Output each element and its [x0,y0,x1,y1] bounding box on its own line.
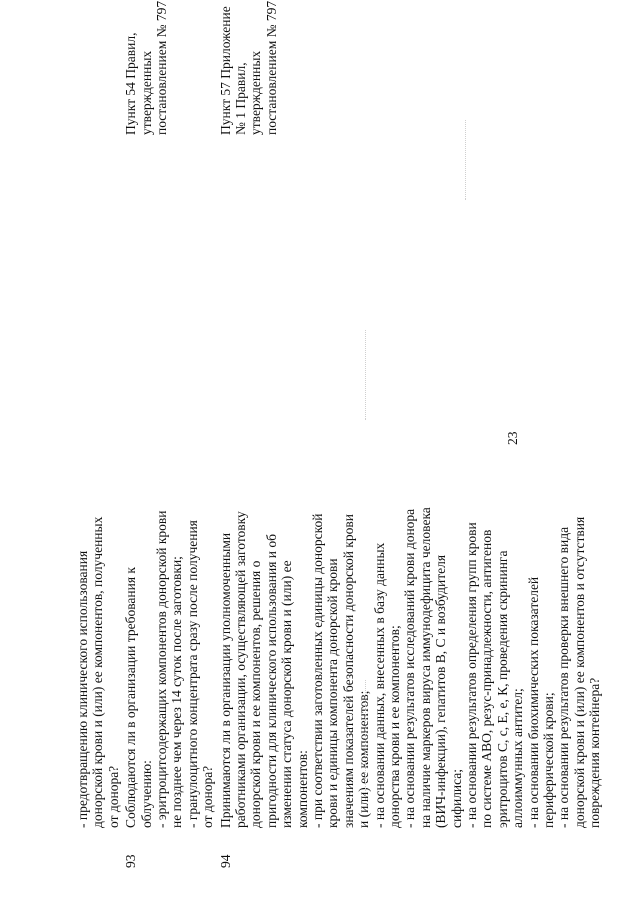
question-text-line: - гранулоцитного концентрата сразу после получения [184,520,200,828]
page-number: 23 [505,431,520,445]
question-text-line: донорства крови и ее компонентов; [387,625,402,828]
rotated-page-content [65,0,603,868]
question-text-line: Соблюдаются ли в организации требования к [123,567,139,828]
question-text-line: изменении статуса донорской крови и (или) ее [279,560,295,828]
question-text-line: - на основании результатов определения групп крови [464,522,479,828]
question-text-line: донорской крови и (или) ее компонентов, полученных [90,516,106,828]
question-text-line: компонентов: [294,750,310,828]
question-text-line: сифилиса; [448,768,464,828]
question-text-line: - на основании данных, внесенных в базу данных [371,542,387,828]
row-number: 93 [123,854,139,868]
question-text-line: Принимаются ли в организации уполномоченными [217,532,233,828]
question-text-line: - эритроцитсодержащих компонентов донорской крови [154,510,169,828]
question-text-line: на наличие маркеров вируса иммунодефицита человека [417,507,433,828]
question-text-line: и (или) ее компонентов; [356,690,372,828]
row-number: 94 [217,854,233,868]
legal-reference-line: утвержденных [248,50,264,135]
question-text-line: значениям показателей безопасности донорской крови [340,514,356,828]
legal-reference-line: утвержденных [138,50,154,135]
question-text-line: эритроцитов С, с, Е, е, К, проведения скрининга [494,550,510,828]
legal-reference-line: постановлением № 797 [263,0,279,135]
scan-artifact [465,120,466,200]
question-text-line: (ВИЧ-инфекции), гепатитов В, С и возбудителя [433,554,449,828]
question-text-line: не позднее чем через 14 суток после заготовки; [169,556,185,828]
question-text-line: повреждения контейнера? [587,677,603,828]
question-text-line: крови и единицы компонента донорской крови [325,558,341,828]
question-text-line: облучению: [138,760,154,828]
question-text-line: от донора? [200,765,216,828]
legal-reference-line: постановлением № 797 [154,0,169,135]
question-text-line: работниками организации, осуществляющей заготовку [233,511,248,828]
question-text-line: периферической крови; [541,692,556,828]
question-text-line: - предотвращению клинического использования [75,550,90,828]
scan-artifact [365,680,366,800]
question-text-line: - при соответствии заготовленных единицы донорской [310,513,325,828]
question-text-line: - на основании биохимических показателей [525,576,541,828]
question-text-line: донорской крови и (или) ее компонентов и отсутствия [571,516,587,828]
question-text-line: - на основании результатов проверки внешнего вида [556,526,572,828]
question-text-line: аллоиммунных антител; [510,688,526,828]
legal-reference-line: № 1 Правил, [233,62,248,135]
question-text-line: пригодности для клинического использования и об [263,533,279,828]
question-text-line: от донора? [105,765,121,828]
scan-artifact [365,330,366,420]
legal-reference-line: Пункт 57 Приложение [217,6,233,135]
question-text-line: по системе АВО, резус-принадлежности, антигенов [479,529,495,828]
legal-reference-line: Пункт 54 Правил, [123,32,139,135]
question-text-line: - на основании результатов исследований крови донора [402,508,418,828]
question-text-line: донорской крови и ее компонентов, решения о [248,560,264,828]
